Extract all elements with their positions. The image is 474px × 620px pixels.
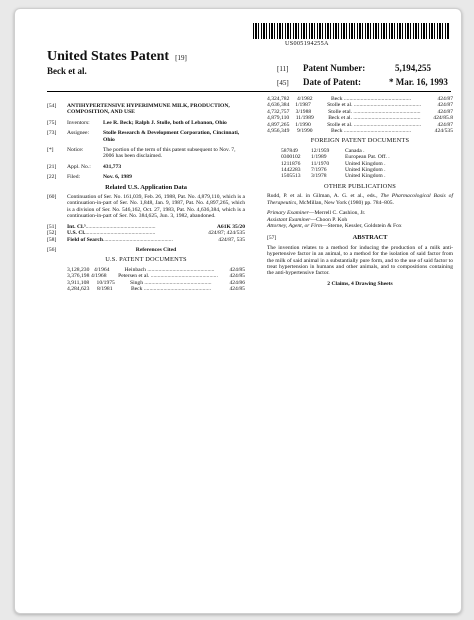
assignee-label: Assignee: bbox=[67, 130, 90, 137]
search-value: 424/87, 535 bbox=[218, 236, 245, 243]
doc-class: 424/85 bbox=[229, 285, 245, 292]
assistant-label: Assistant Examiner bbox=[267, 216, 311, 223]
doc-name: Beck et al. ................................................ bbox=[328, 115, 421, 122]
doc-class: 424/87 bbox=[437, 96, 453, 102]
appl-code: [21] bbox=[47, 163, 57, 170]
notice-field bbox=[47, 147, 245, 160]
doc-date: 8/1981 bbox=[96, 285, 113, 292]
doc-name: European Pat. Off. . bbox=[345, 154, 390, 161]
primary-value: Merrell C. Cashion, Jr. bbox=[314, 210, 366, 217]
doc-date: 10/1975 bbox=[96, 279, 115, 286]
date-value bbox=[389, 77, 448, 87]
assignee-code: [73] bbox=[47, 130, 57, 137]
abstract-text: The invention relates to a method for inducing the production of a milk anti-hypertensive factor in an animal, to a method for the isolation of said factor from the milk of said animal in a substantially pure form, and to the use of said factor to treat hypertension in humans and other animals, and to compositions containing the anti-hypertensive factor. bbox=[267, 244, 453, 277]
barcode-number: US005194255A bbox=[285, 40, 329, 47]
attorney-label: Attorney, Agent, or Firm bbox=[267, 222, 323, 229]
doc-class: 424/86 bbox=[229, 279, 246, 286]
patent-number: 5,194,255 bbox=[395, 63, 431, 73]
doc-number: 4,956,349 bbox=[267, 128, 290, 135]
date-text: Mar. 16, 1993 bbox=[395, 77, 448, 87]
date-code: [45] bbox=[277, 79, 289, 87]
notice-code: [*] bbox=[47, 147, 54, 154]
inventors-code: [75] bbox=[47, 119, 57, 126]
search-field: [58] Field of Search .................................................. 424/87, 535 bbox=[47, 236, 245, 243]
invention-title: ANTIHYPERTENSIVE HYPERIMMUNE MILK, PRODUCTION, COMPOSITION, AND USE bbox=[67, 103, 230, 116]
related-code: [60] bbox=[47, 194, 57, 201]
filed-code: [22] bbox=[47, 174, 57, 181]
foreign-heading: FOREIGN PATENT DOCUMENTS bbox=[310, 137, 410, 145]
claims-summary: 2 Claims, 4 Drawing Sheets bbox=[327, 280, 393, 287]
search-code: [58] bbox=[47, 236, 57, 243]
doc-name: Beck ................................................ bbox=[331, 128, 412, 135]
date-star: * bbox=[389, 77, 394, 87]
intcl-code: [51] bbox=[47, 223, 57, 230]
patent-number-label: Patent Number: bbox=[303, 63, 366, 73]
doc-date: 4/1964 bbox=[93, 266, 110, 273]
inventors-value bbox=[103, 120, 245, 126]
uscl-label: U.S. Cl. bbox=[67, 230, 86, 237]
doc-name: United Kingdom . bbox=[345, 160, 386, 167]
refs-code: [56] bbox=[47, 246, 57, 253]
doc-class: 424/85.8 bbox=[433, 115, 454, 122]
left-column bbox=[47, 103, 245, 292]
header-rule bbox=[47, 91, 451, 92]
other-pub-post: , McMillan, New York (1980) pp. 784–805. bbox=[296, 199, 394, 206]
country-code: [19] bbox=[175, 54, 187, 62]
doc-date: 3/1978 bbox=[311, 173, 327, 180]
inventors-names: Lee R. Beck; Ralph J. Stolle, both of Lebanon, Ohio bbox=[103, 119, 227, 126]
filed-date: Nov. 6, 1989 bbox=[103, 174, 132, 181]
doc-date: 12/1959 bbox=[311, 147, 330, 154]
doc-number: 4,636,384 bbox=[267, 102, 290, 109]
doc-date: 3/1988 bbox=[295, 108, 312, 115]
right-column bbox=[267, 96, 453, 287]
patent-number-row bbox=[277, 63, 431, 73]
doc-class: 424/87 bbox=[437, 102, 453, 109]
other-pub-pre: Rudd, P. et al. in Gilman, A. G. et al., eds., bbox=[267, 193, 381, 200]
appl-field bbox=[47, 164, 245, 170]
doc-name: Singh ................................................ bbox=[129, 279, 212, 286]
intcl-label: Int. Cl.⁵ bbox=[67, 223, 86, 230]
related-field bbox=[47, 194, 245, 220]
intcl-value: A61K 35/20 bbox=[216, 223, 245, 230]
country-label: United States Patent bbox=[47, 49, 170, 64]
doc-number: 4,324,782 bbox=[267, 96, 290, 102]
doc-date: 9/1990 bbox=[297, 128, 313, 135]
abstract-heading: ABSTRACT bbox=[352, 234, 388, 242]
doc-date: 1/1989 bbox=[311, 154, 327, 161]
filed-field bbox=[47, 174, 245, 180]
doc-name: United Kingdom . bbox=[345, 167, 386, 174]
doc-number: 4,732,757 bbox=[267, 108, 290, 115]
refs-field bbox=[47, 247, 245, 253]
doc-name: Heinbach ................................................ bbox=[124, 266, 215, 273]
doc-class: 424/85 bbox=[229, 266, 246, 273]
abstract-code: [57] bbox=[267, 235, 277, 242]
patent-country-title bbox=[47, 49, 187, 65]
us-doc-row bbox=[267, 128, 453, 134]
title-code: [54] bbox=[47, 103, 57, 109]
assignee-value: Stolle Research & Development Corporation, Cincinnati, Ohio bbox=[103, 130, 240, 143]
primary-examiner: Primary Examiner—Merrell C. Cashion, Jr. bbox=[267, 210, 366, 217]
doc-number: 4,879,110 bbox=[267, 115, 290, 122]
other-heading: OTHER PUBLICATIONS bbox=[324, 182, 396, 190]
other-pub-title: The Pharmacological Basis of Therapeutics bbox=[267, 193, 453, 206]
intcl-field: [51] Int. Cl.⁵ .................................................. A61K 35/20 bbox=[47, 223, 245, 230]
abstract-heading-row bbox=[267, 235, 453, 241]
primary-label: Primary Examiner bbox=[267, 210, 309, 217]
inventors-field bbox=[47, 120, 245, 126]
us-docs-list bbox=[47, 267, 245, 293]
search-label: Field of Search bbox=[67, 236, 103, 243]
doc-name: Beck ................................................ bbox=[331, 96, 412, 102]
us-docs-heading: U.S. PATENT DOCUMENTS bbox=[105, 256, 187, 264]
related-heading: Related U.S. Application Data bbox=[105, 183, 187, 191]
doc-class: 424/87 bbox=[437, 108, 453, 115]
us-doc-row bbox=[67, 286, 245, 292]
filed-label: Filed: bbox=[67, 174, 81, 181]
notice-value: The portion of the term of this patent subsequent to Nov. 7, 2006 has been disclaimed. bbox=[103, 147, 236, 160]
foreign-doc-row bbox=[281, 173, 453, 179]
doc-date: 4/1968 bbox=[90, 273, 107, 280]
doc-name: Stolle et al. ................................................ bbox=[327, 121, 422, 128]
related-value: Continuation of Ser. No. 161,039, Feb. 26, 1988, Pat. No. 4,879,110, which is a continuation-in-part of Ser. No. 1,848, Jan. 9, 1987, Pat. No. 4,897,265, which is a division of Ser. No. 546,162, Oct. 27, 1983, Pat. No. 4,636,384, which is a continuation-in-part of Ser. No. 384,625, Jun. 3, 1982, abandoned. bbox=[67, 194, 246, 220]
doc-name: Canada . bbox=[345, 147, 365, 154]
attorney-value: Sterne, Kessler, Goldstein & Fox bbox=[327, 222, 402, 229]
doc-date: 1/1990 bbox=[295, 121, 311, 128]
doc-number: 4,284,623 bbox=[67, 285, 90, 292]
doc-name: Petersen et al. ................................................ bbox=[118, 273, 218, 280]
doc-number: 0300102 bbox=[281, 154, 301, 161]
assistant-value: Choon P. Koh bbox=[315, 216, 348, 223]
doc-class: 424/87 bbox=[437, 121, 453, 128]
doc-number: 3,128,230 bbox=[67, 266, 90, 273]
doc-date: 4/1982 bbox=[297, 96, 313, 102]
assignee-field bbox=[47, 130, 245, 143]
appl-label: Appl. No.: bbox=[67, 163, 91, 170]
uscl-value: 424/87; 424/535 bbox=[208, 230, 245, 237]
appl-number: 431,773 bbox=[103, 163, 122, 170]
doc-name: Stolle etal. ................................................ bbox=[328, 108, 421, 115]
doc-number: 1211876 bbox=[281, 160, 301, 167]
doc-date: 1/1987 bbox=[295, 102, 311, 109]
date-row bbox=[277, 77, 448, 87]
refs-heading: References Cited bbox=[135, 246, 177, 253]
notice-label: Notice: bbox=[67, 147, 84, 154]
assistant-examiner: Assistant Examiner—Choon P. Koh bbox=[267, 216, 348, 223]
doc-class: 424/535 bbox=[434, 128, 453, 135]
doc-number: 3,376,198 bbox=[67, 273, 90, 280]
doc-number: 1505513 bbox=[281, 173, 301, 180]
doc-name: Beck ................................................ bbox=[130, 285, 211, 292]
doc-class: 424/85 bbox=[229, 273, 245, 280]
doc-number: 4,897,265 bbox=[267, 121, 290, 128]
doc-number: 3,911,108 bbox=[67, 279, 90, 286]
inventor-short: Beck et al. bbox=[47, 66, 87, 76]
patent-number-code: [11] bbox=[277, 65, 289, 73]
us-docs-cont-list bbox=[267, 96, 453, 134]
doc-date: 11/1989 bbox=[295, 115, 314, 122]
doc-name: Stolle et al. ................................................ bbox=[327, 102, 422, 109]
barcode-image bbox=[253, 23, 449, 39]
doc-number: 587849 bbox=[281, 147, 298, 154]
patent-page bbox=[14, 8, 462, 614]
doc-number: 1442283 bbox=[281, 167, 301, 174]
title-field bbox=[47, 103, 245, 116]
uscl-code: [52] bbox=[47, 230, 57, 237]
doc-date: 11/1970 bbox=[311, 160, 330, 167]
date-label: Date of Patent: bbox=[303, 77, 361, 87]
uscl-field: [52] U.S. Cl. .................................................. 424/87; 424/535 bbox=[47, 230, 245, 237]
other-publication bbox=[267, 193, 453, 206]
doc-name: United Kingdom . bbox=[345, 173, 386, 180]
attorney: Attorney, Agent, or Firm—Sterne, Kessler, Goldstein & Fox bbox=[267, 222, 402, 229]
doc-date: 7/1976 bbox=[311, 167, 327, 174]
foreign-docs-list bbox=[267, 148, 453, 180]
inventors-label: Inventors: bbox=[67, 119, 90, 126]
